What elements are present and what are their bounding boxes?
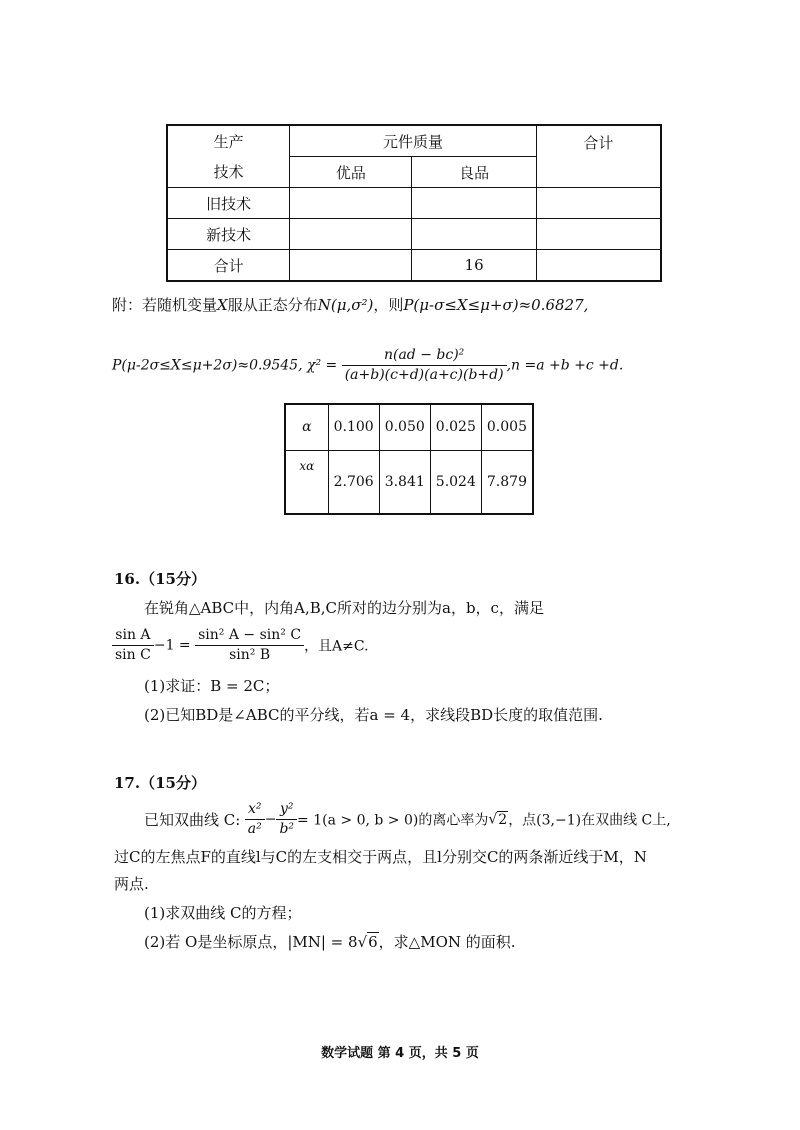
q16-rhs-denominator: sin² B: [229, 647, 271, 663]
hyp-x-numerator: x²: [245, 800, 265, 820]
page-footer: 数学试题 第 4 页，共 5 页: [321, 1046, 479, 1061]
alpha-value: 0.005: [481, 404, 533, 450]
hyperbola-x-fraction: [245, 800, 265, 839]
alpha-value: 0.025: [430, 404, 481, 450]
n-definition: ,n =a +b +c +d.: [506, 357, 624, 374]
q17-part-2: (2)若 O是坐标原点，|MN| = 8√6，求△MON 的面积.: [144, 933, 516, 951]
x-value: 5.024: [430, 450, 481, 514]
alpha-label: α: [285, 404, 328, 450]
cell-total: [536, 250, 661, 282]
chi-square-denominator: (a+b)(c+d)(a+c)(b+d): [344, 367, 504, 383]
q17-part-1: (1)求双曲线 C的方程；: [144, 904, 302, 922]
q17-point-text: ，点(3,−1)在双曲线 C上,: [508, 812, 671, 829]
cell-total: [536, 219, 661, 250]
table-row: [167, 250, 661, 282]
q16-intro: 在锐角△ABC中，内角A,B,C所对的边分别为a，b，c，满足: [144, 599, 544, 617]
appendix-line-1: [112, 294, 588, 315]
alpha-value: 0.050: [379, 404, 430, 450]
q16-part-2: (2)已知BD是∠ABC的平分线，若a = 4，求线段BD长度的取值范围.: [144, 706, 603, 724]
chi-square-fraction: [342, 346, 507, 385]
hyp-y-numerator: y²: [276, 800, 297, 820]
cell-total: [536, 188, 661, 219]
q16-minus-one: −1 =: [153, 637, 191, 654]
header-tech-top: 生产: [167, 125, 290, 157]
q16-condition: ，且A≠C.: [304, 638, 369, 655]
q17-hyperbola-rest: = 1(a > 0, b > 0)的离心率为: [297, 812, 489, 829]
appendix-p1: P(μ-σ≤X≤μ+σ)≈0.6827,: [403, 296, 589, 314]
q17-heading: 17.（15分）: [114, 774, 206, 792]
chi-square-numerator: n(ad − bc)²: [342, 346, 507, 366]
alpha-value: 0.100: [328, 404, 379, 450]
header-quality: 元件质量: [290, 125, 536, 157]
hyp-x-denominator: a²: [247, 821, 262, 837]
cell-excellent: [290, 219, 412, 250]
cell-good: [412, 219, 536, 250]
header-good: 良品: [412, 157, 536, 188]
x-value: 7.879: [481, 450, 533, 514]
q17-intro-text: 已知双曲线 C:: [144, 811, 241, 829]
appendix-line-2: [112, 346, 623, 385]
row-label: 合计: [167, 250, 290, 282]
row-label: 新技术: [167, 219, 290, 250]
table-row: [167, 219, 661, 250]
appendix-var-x: X: [217, 296, 228, 314]
q16-lhs-fraction: [112, 626, 154, 665]
q17-line-3: 两点.: [114, 875, 149, 893]
appendix-prefix: 附：若随机变量: [112, 296, 218, 314]
cell-excellent: [290, 188, 412, 219]
critical-value-table: [284, 403, 534, 515]
q16-rhs-fraction: [195, 626, 304, 665]
q17-part-2-tail: ，求△MON 的面积.: [378, 933, 516, 951]
q17-intro: 已知双曲线 C: $\frac{\text{x²}}{\text{a²}}$ − $\frac{\text{y²}}{\text{b²}}$ = 1(a > 0, b > 0)的离心率为√2，点(3,−1)在双曲线 C上,: [144, 801, 671, 837]
chi-square-lhs: χ² =: [306, 357, 338, 374]
q16-equation: [112, 626, 369, 665]
production-quality-table: [166, 124, 662, 282]
q17-part-2-text: (2)若 O是坐标原点，|MN| = 8: [144, 933, 358, 951]
x-value: 2.706: [328, 450, 379, 514]
header-excellent: 优品: [290, 157, 412, 188]
q16-part-1: (1)求证：B = 2C；: [144, 677, 280, 695]
x-value: 3.841: [379, 450, 430, 514]
cell-good: 16: [412, 250, 536, 282]
q17-eccentricity: 2: [498, 811, 508, 828]
q16-lhs-numerator: sin A: [112, 626, 154, 646]
q17-part-2-radicand: 6: [368, 933, 378, 951]
q16-heading: 16.（15分）: [114, 570, 206, 588]
appendix-p2: P(μ-2σ≤X≤μ+2σ)≈0.9545,: [112, 357, 303, 374]
header-tech-bottom: 技术: [167, 157, 290, 188]
cell-excellent: [290, 250, 412, 282]
cell-good: [412, 188, 536, 219]
hyperbola-y-fraction: [276, 800, 297, 839]
q16-rhs-numerator: sin² A − sin² C: [195, 626, 304, 646]
header-total: 合计: [536, 125, 661, 188]
row-label: 旧技术: [167, 188, 290, 219]
q16-lhs-denominator: sin C: [115, 647, 151, 663]
x-alpha-label: xα: [285, 450, 328, 514]
hyp-y-denominator: b²: [279, 821, 295, 837]
appendix-then: ，则: [373, 296, 404, 314]
q17-line-2: 过C的左焦点F的直线l与C的左支相交于两点，且l分别交C的两条渐近线于M，N: [114, 848, 647, 866]
appendix-normal: N(μ,σ²): [317, 296, 374, 314]
appendix-mid: 服从正态分布: [227, 296, 318, 314]
table-row: [167, 188, 661, 219]
